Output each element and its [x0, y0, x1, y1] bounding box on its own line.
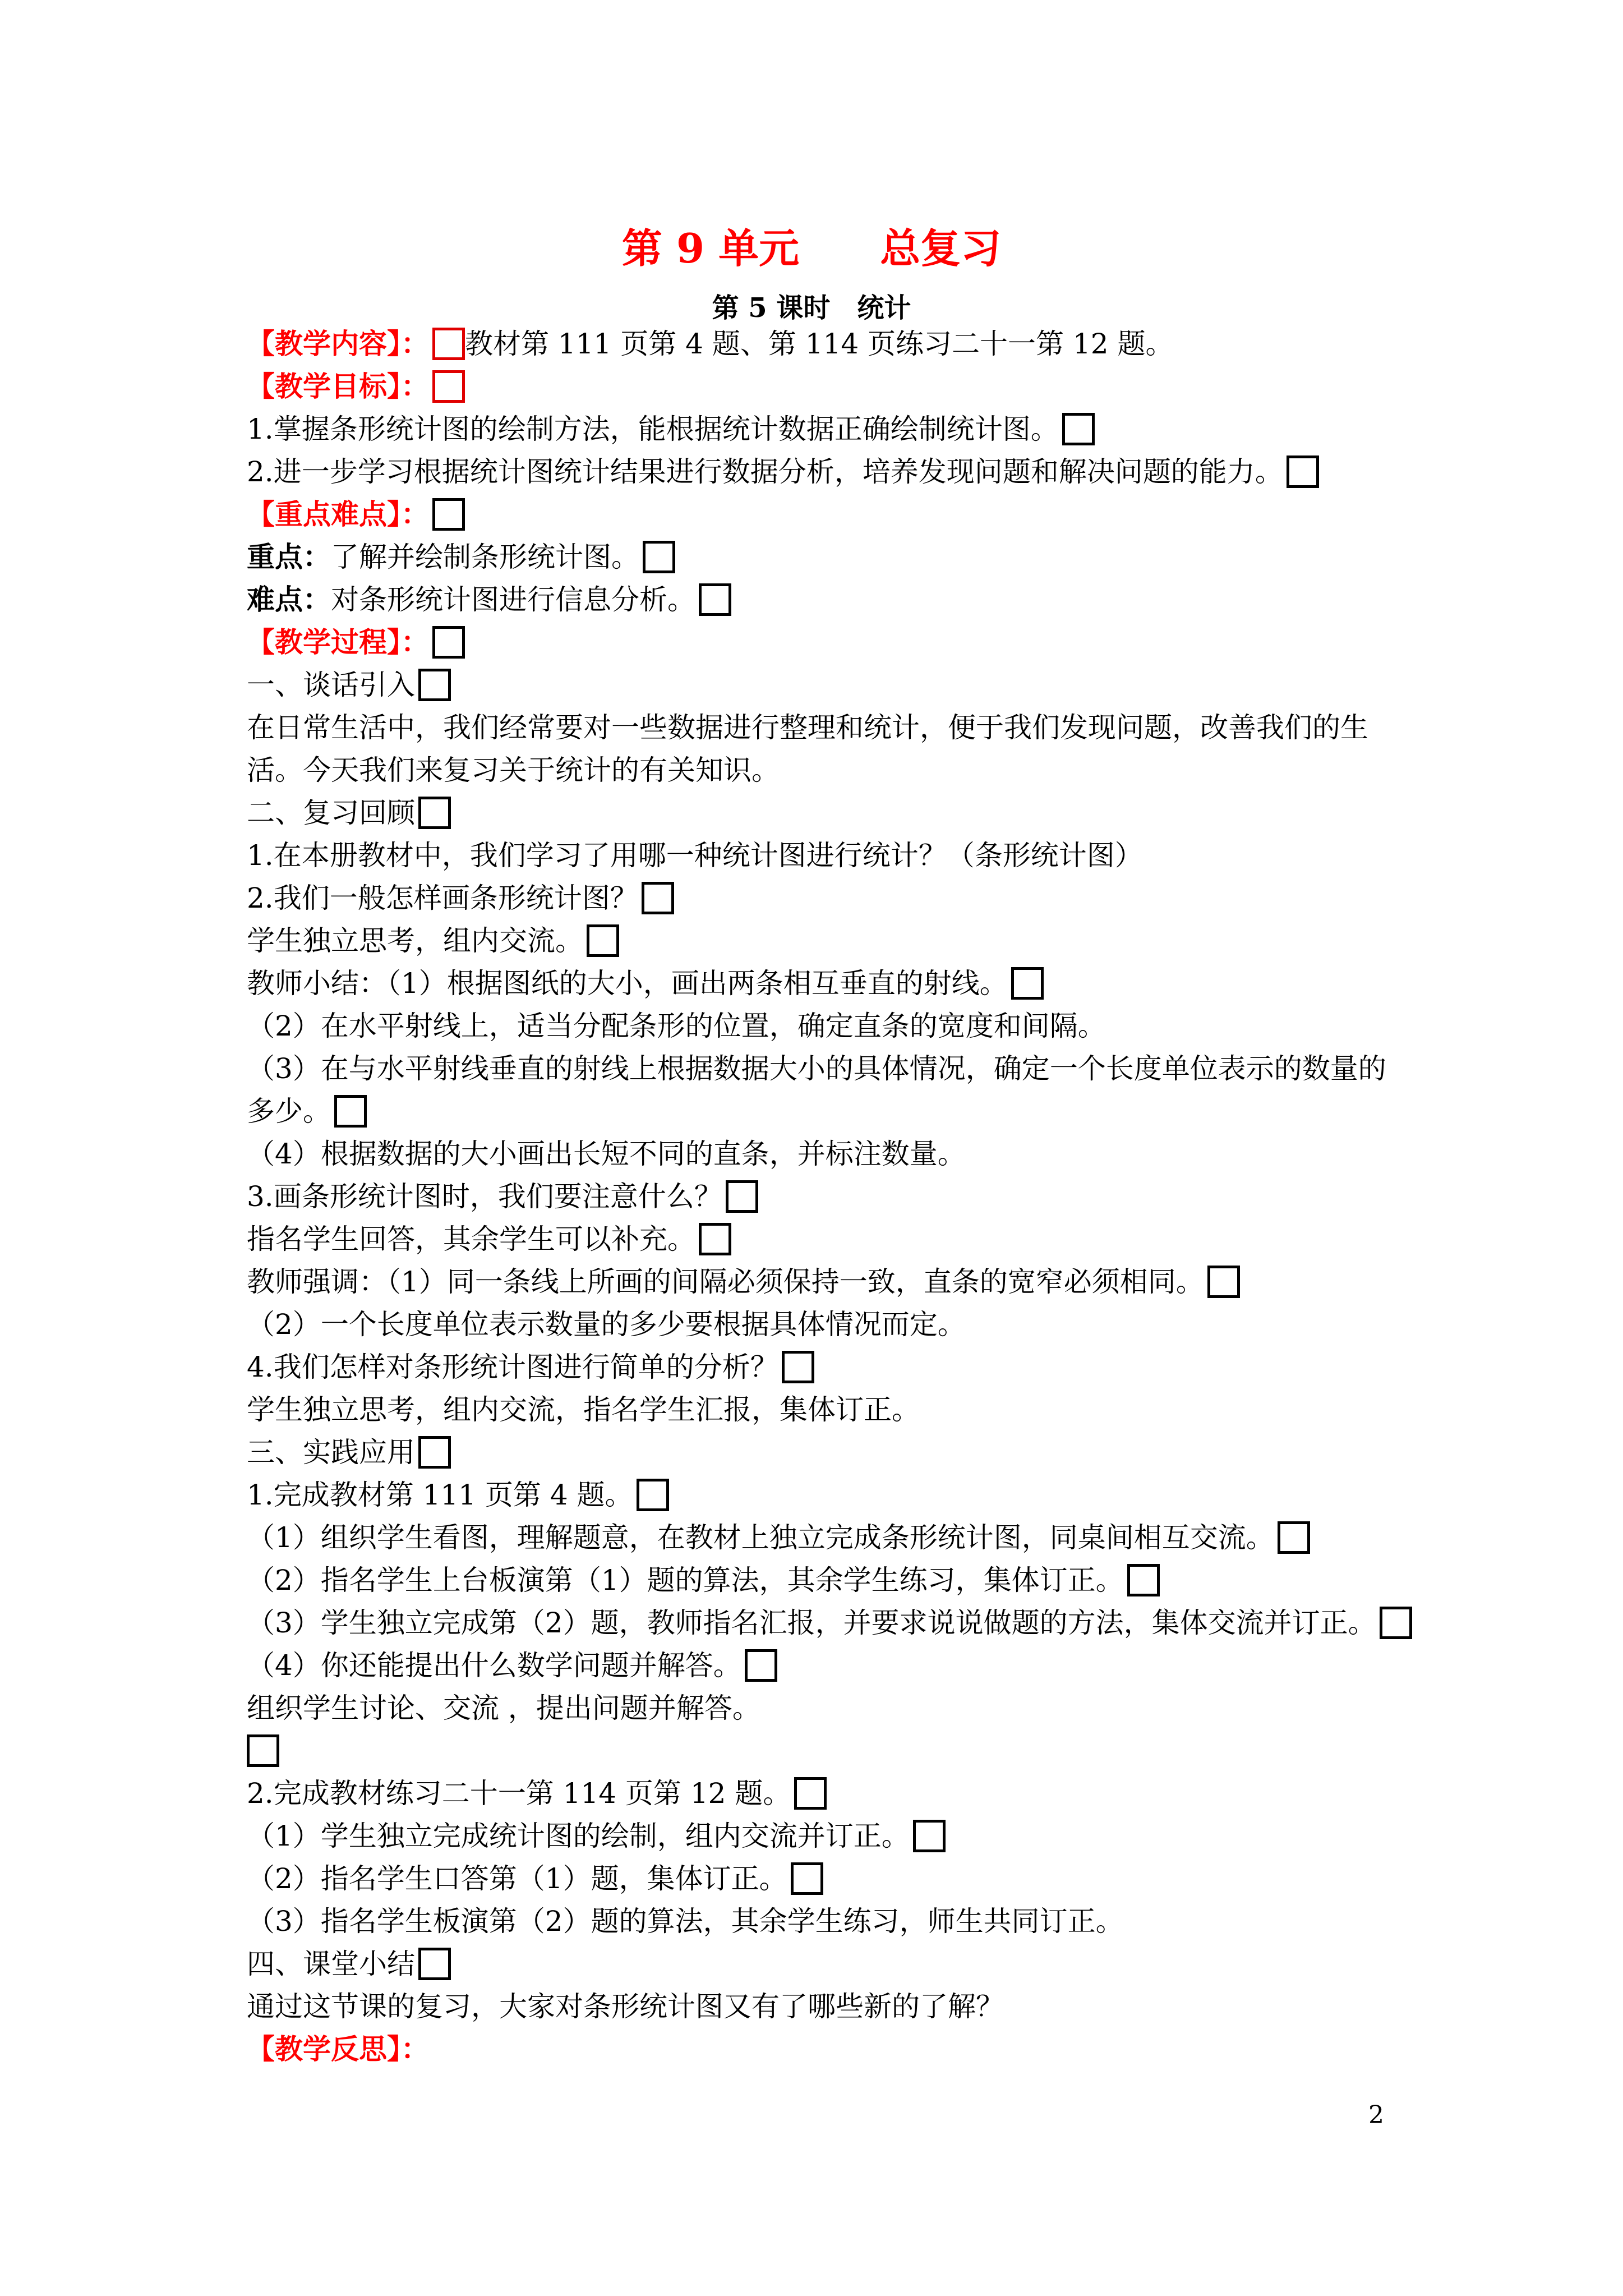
checkbox[interactable] — [1207, 1266, 1240, 1298]
goal-item — [247, 408, 1396, 450]
text-line: （2）一个长度单位表示数量的多少要根据具体情况而定。 — [247, 1308, 966, 1341]
checkbox[interactable] — [726, 1180, 758, 1213]
page-number: 2 — [1368, 2101, 1384, 2129]
reflect-heading: 【教学反思】： — [247, 2032, 429, 2065]
practice-2 — [247, 1772, 1396, 1815]
question-4 — [247, 1346, 1396, 1388]
checkbox[interactable] — [418, 669, 451, 701]
key-label: 【重点难点】： — [247, 498, 429, 531]
checkbox[interactable] — [699, 583, 731, 616]
process-heading — [247, 621, 1396, 664]
question-3-text: 3.画条形统计图时，我们要注意什么？ — [247, 1180, 722, 1213]
checkbox[interactable] — [418, 797, 451, 829]
content-line — [247, 323, 1396, 365]
checkbox[interactable] — [587, 924, 619, 957]
checkbox[interactable] — [418, 1948, 451, 1980]
section-1-title: 一、谈话引入 — [247, 669, 415, 701]
question-1: 1.在本册教材中，我们学习了用哪一种统计图进行统计？（条形统计图） — [247, 839, 1143, 872]
checkbox-line — [247, 1729, 1396, 1772]
checkbox[interactable] — [699, 1223, 731, 1255]
text: （3）在与水平射线垂直的射线上根据数据大小的具体情况，确定一个长度单位表示的数量的多少。 — [247, 1052, 1386, 1128]
section-heading — [247, 792, 1396, 834]
checkbox[interactable] — [247, 1734, 279, 1767]
section-heading — [247, 1943, 1396, 1985]
goal-1-text: 1.掌握条形统计图的绘制方法，能根据统计数据正确绘制统计图。 — [247, 413, 1059, 445]
text: 学生独立思考，组内交流。 — [247, 924, 583, 957]
goal-label: 【教学目标】： — [247, 370, 429, 403]
text: （3）学生独立完成第（2）题，教师指名汇报，并要求说说做题的方法，集体交流并订正。 — [247, 1607, 1376, 1639]
paragraph: 在日常生活中，我们经常要对一些数据进行整理和统计，便于我们发现问题，改善我们的生活。今天我们来复习关于统计的有关知识。 — [247, 711, 1368, 786]
practice-1 — [247, 1474, 1396, 1516]
checkbox[interactable] — [432, 370, 465, 403]
key-point-text: 了解并绘制条形统计图。 — [331, 541, 639, 573]
text-line — [247, 1602, 1396, 1644]
checkbox[interactable] — [637, 1479, 669, 1511]
checkbox[interactable] — [418, 1436, 451, 1469]
text: （4）你还能提出什么数学问题并解答。 — [247, 1649, 741, 1682]
text: （2）指名学生上台板演第（1）题的算法，其余学生练习，集体订正。 — [247, 1564, 1124, 1596]
text: 指名学生回答，其余学生可以补充。 — [247, 1223, 695, 1255]
goal-item — [247, 450, 1396, 493]
difficulty-label: 难点： — [247, 583, 331, 616]
text: （1）组织学生看图，理解题意，在教材上独立完成条形统计图，同桌间相互交流。 — [247, 1521, 1274, 1554]
text: 教师小结：（1）根据图纸的大小，画出两条相互垂直的射线。 — [247, 967, 1008, 1000]
question-2 — [247, 877, 1396, 919]
section-4-title: 四、课堂小结 — [247, 1948, 415, 1980]
checkbox[interactable] — [432, 626, 465, 659]
text: （1）学生独立完成统计图的绘制，组内交流并订正。 — [247, 1820, 910, 1852]
text-line — [247, 1047, 1396, 1133]
text-line — [247, 962, 1396, 1005]
text-line: 组织学生讨论、交流 ，提出问题并解答。 — [247, 1692, 760, 1724]
text: （2）指名学生口答第（1）题，集体订正。 — [247, 1862, 787, 1895]
content-text: 教材第 111 页第 4 题、第 114 页练习二十一第 12 题。 — [465, 328, 1174, 360]
lesson-subtitle: 第 5 课时 统计 — [712, 292, 911, 324]
text-line — [247, 1559, 1396, 1602]
checkbox[interactable] — [1287, 455, 1319, 488]
difficulty — [247, 578, 1396, 621]
document-title: 第 9 单元 总复习 — [621, 224, 1002, 272]
text-line — [247, 1260, 1396, 1303]
checkbox[interactable] — [1278, 1521, 1310, 1554]
practice-2-text: 2.完成教材练习二十一第 114 页第 12 题。 — [247, 1777, 791, 1810]
section-2-title: 二、复习回顾 — [247, 797, 415, 829]
lesson-body — [247, 323, 1396, 2070]
checkbox[interactable] — [334, 1095, 367, 1128]
process-label: 【教学过程】： — [247, 625, 429, 659]
text-line: 通过这节课的复习，大家对条形统计图又有了哪些新的了解？ — [247, 1990, 1004, 2023]
text-line — [247, 1857, 1396, 1900]
text-line: （2）在水平射线上，适当分配条形的位置，确定直条的宽度和间隔。 — [247, 1010, 1106, 1042]
checkbox[interactable] — [432, 328, 465, 360]
checkbox[interactable] — [643, 541, 675, 573]
question-2-text: 2.我们一般怎样画条形统计图？ — [247, 882, 638, 914]
section-3-title: 三、实践应用 — [247, 1436, 415, 1469]
text-line: （4）根据数据的大小画出长短不同的直条，并标注数量。 — [247, 1138, 966, 1170]
checkbox[interactable] — [432, 498, 465, 531]
text-line — [247, 1218, 1396, 1260]
checkbox[interactable] — [794, 1777, 827, 1810]
checkbox[interactable] — [642, 882, 674, 914]
text-line — [247, 1644, 1396, 1687]
text-line: 学生独立思考，组内交流，指名学生汇报，集体订正。 — [247, 1393, 920, 1426]
text-line — [247, 1815, 1396, 1857]
text-line — [247, 919, 1396, 962]
key-heading — [247, 493, 1396, 536]
question-3 — [247, 1175, 1396, 1218]
checkbox[interactable] — [1011, 967, 1044, 1000]
checkbox[interactable] — [745, 1649, 777, 1682]
checkbox[interactable] — [782, 1351, 814, 1383]
checkbox[interactable] — [1062, 413, 1095, 445]
goal-heading — [247, 365, 1396, 408]
checkbox[interactable] — [791, 1862, 823, 1895]
checkbox[interactable] — [1380, 1607, 1412, 1639]
question-4-text: 4.我们怎样对条形统计图进行简单的分析？ — [247, 1351, 778, 1383]
section-heading — [247, 1431, 1396, 1474]
key-point-label: 重点： — [247, 540, 331, 573]
checkbox[interactable] — [1127, 1564, 1160, 1596]
text: 教师强调：（1）同一条线上所画的间隔必须保持一致，直条的宽窄必须相同。 — [247, 1266, 1204, 1298]
goal-2-text: 2.进一步学习根据统计图统计结果进行数据分析，培养发现问题和解决问题的能力。 — [247, 455, 1283, 488]
difficulty-text: 对条形统计图进行信息分析。 — [331, 583, 695, 616]
checkbox[interactable] — [913, 1820, 946, 1852]
content-label: 【教学内容】： — [247, 327, 429, 360]
text-line: （3）指名学生板演第（2）题的算法，其余学生练习，师生共同订正。 — [247, 1905, 1124, 1938]
text-line — [247, 1516, 1396, 1559]
key-point — [247, 536, 1396, 578]
practice-1-text: 1.完成教材第 111 页第 4 题。 — [247, 1479, 633, 1511]
section-heading — [247, 664, 1396, 706]
